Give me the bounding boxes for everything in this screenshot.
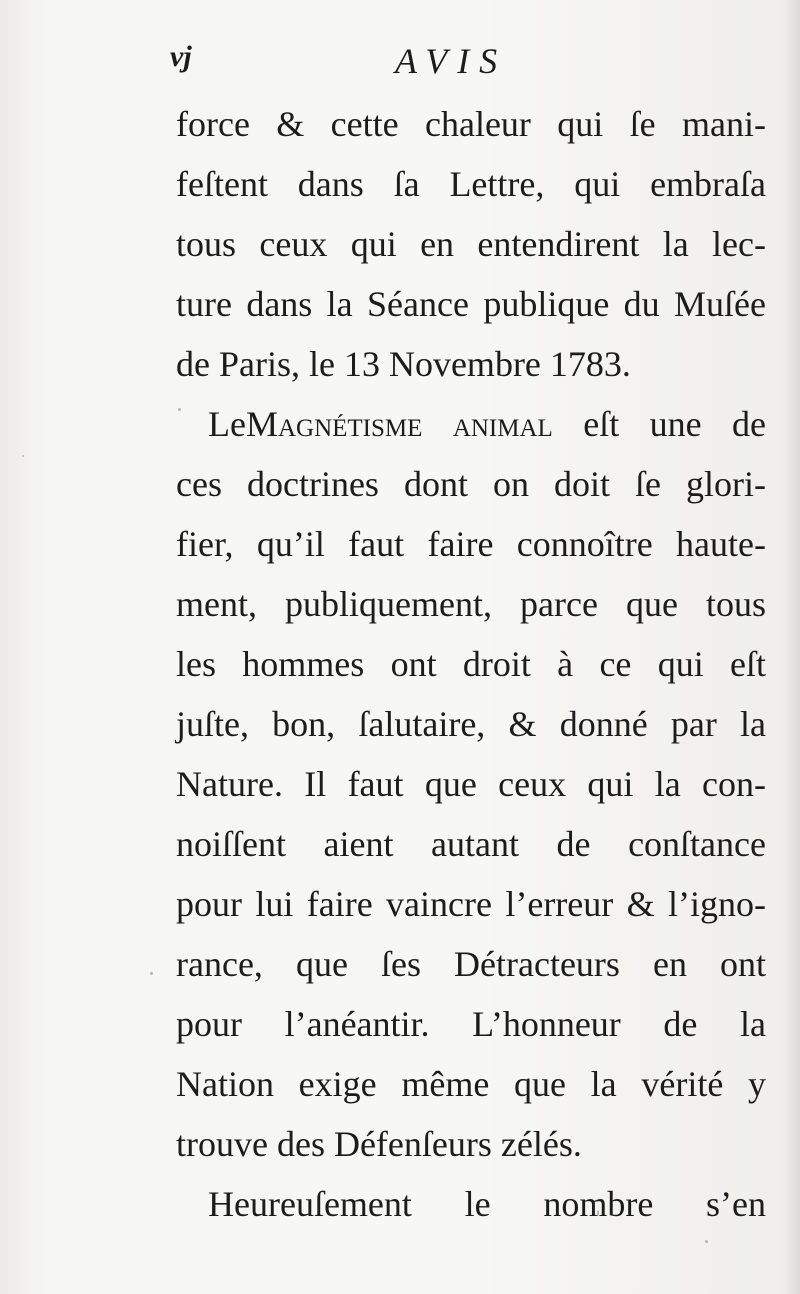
running-header — [170, 40, 770, 90]
running-title: AVIS — [395, 41, 508, 81]
paragraph-opening-line — [176, 394, 766, 454]
text-line: force & cette chaleur qui ſe mani- — [176, 104, 766, 144]
text-line: Nature. Il faut que ceux qui la con- — [176, 764, 766, 804]
text-line: juſte, bon, ſalutaire, & donné par la — [176, 704, 766, 744]
paper-speck — [597, 1210, 599, 1216]
text-line: de Paris, le 13 Novembre 1783. — [176, 344, 631, 384]
text-line: pour lui faire vaincre l’erreur & l’igno- — [176, 884, 766, 924]
paragraph-line-end: eſt une de — [583, 404, 766, 444]
text-line: ces doctrines dont on doit ſe glori- — [176, 464, 766, 504]
small-caps-term: Magnétisme animal — [245, 404, 553, 444]
text-line: tous ceux qui en entendirent la lec- — [176, 224, 766, 264]
text-line: ment, publiquement, parce que tous — [176, 584, 766, 624]
text-line: ture dans la Séance publique du Muſée — [176, 284, 766, 324]
body-text — [176, 94, 766, 1234]
text-line: fier, qu’il faut faire connoître haute- — [176, 524, 766, 564]
paper-speck — [22, 455, 24, 457]
paper-speck — [150, 972, 153, 975]
text-line: pour l’anéantir. L’honneur de la — [176, 1004, 766, 1044]
paper-speck — [178, 408, 181, 411]
page-number: vj — [170, 40, 192, 73]
text-line: Heureuſement le nombre s’en — [208, 1184, 766, 1224]
paragraph-start-word: Le — [208, 404, 246, 444]
page-gutter-shadow — [782, 0, 800, 1294]
text-line: noiſſent aient autant de conſtance — [176, 824, 766, 864]
text-line: Nation exige même que la vérité y — [176, 1064, 766, 1104]
text-line: trouve des Défenſeurs zélés. — [176, 1124, 582, 1164]
text-line: les hommes ont droit à ce qui eſt — [176, 644, 766, 684]
text-line: rance, que ſes Détracteurs en ont — [176, 944, 766, 984]
text-line: feſtent dans ſa Lettre, qui embraſa — [176, 164, 766, 204]
paper-speck — [705, 1240, 708, 1243]
